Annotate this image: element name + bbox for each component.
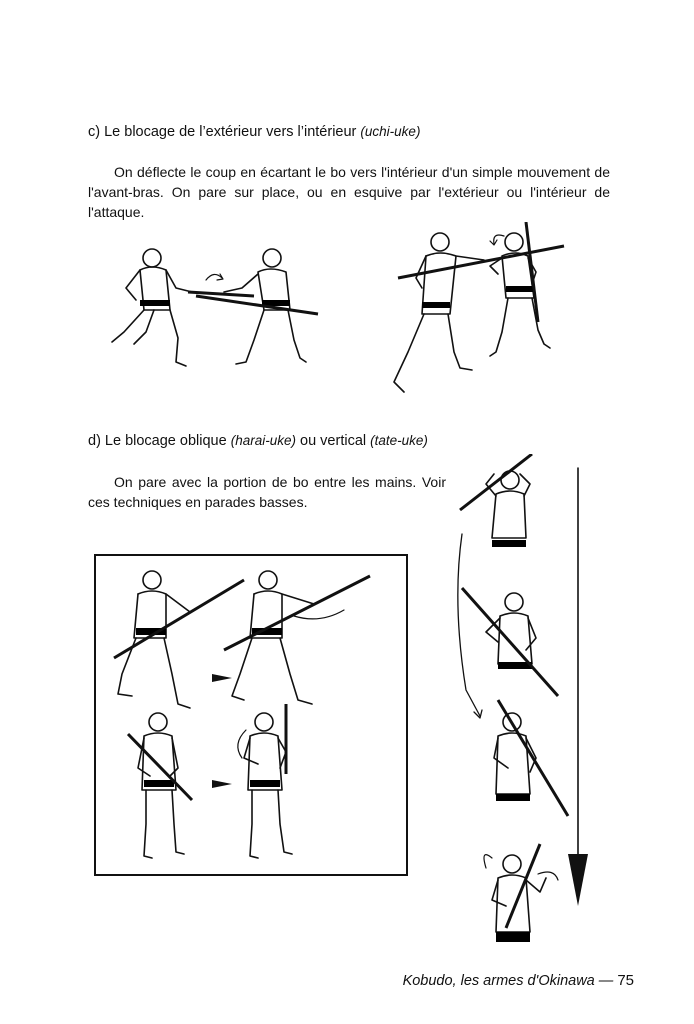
uchi-uke-illustration-left bbox=[104, 240, 324, 375]
section-d-heading bbox=[88, 433, 428, 449]
section-d-title-1: d) Le blocage oblique bbox=[88, 433, 227, 449]
section-d-term-2: (tate-uke) bbox=[370, 433, 428, 448]
section-c-title: c) Le blocage de l’extérieur vers l’intérieur bbox=[88, 124, 357, 140]
vertical-sequence-illustration bbox=[446, 454, 596, 954]
section-d-paragraph: On pare avec la portion de bo entre les mains. Voir ces techniques en parades basses. bbox=[88, 474, 446, 510]
book-title: Kobudo, les armes d'Okinawa bbox=[402, 973, 595, 989]
section-c-paragraph: On déflecte le coup en écartant le bo vers l'intérieur d'un simple mouvement de l'avant-bras. On pare sur place, ou en esquive par l'extérieur ou l'intérieur de l'attaque. bbox=[88, 164, 610, 220]
sequence-arrow-icon bbox=[212, 780, 232, 788]
section-c-term: (uchi-uke) bbox=[360, 124, 421, 139]
karateka-pair-icon bbox=[386, 222, 570, 397]
footer-separator: — bbox=[598, 973, 614, 989]
karateka-sequence-icon bbox=[94, 554, 408, 876]
section-d-term-1: (harai-uke) bbox=[230, 433, 296, 448]
karateka-pair-icon bbox=[104, 240, 324, 375]
section-d-title-2: ou vertical bbox=[300, 433, 367, 449]
boxed-block-illustration bbox=[94, 554, 408, 876]
sequence-arrow-icon bbox=[212, 674, 232, 682]
karateka-vertical-sequence-icon bbox=[446, 454, 596, 954]
section-c-heading bbox=[88, 124, 420, 140]
uchi-uke-illustration-right bbox=[386, 222, 570, 397]
downward-arrow-icon bbox=[568, 854, 588, 906]
page-footer bbox=[403, 972, 634, 989]
page-number: 75 bbox=[617, 972, 634, 989]
